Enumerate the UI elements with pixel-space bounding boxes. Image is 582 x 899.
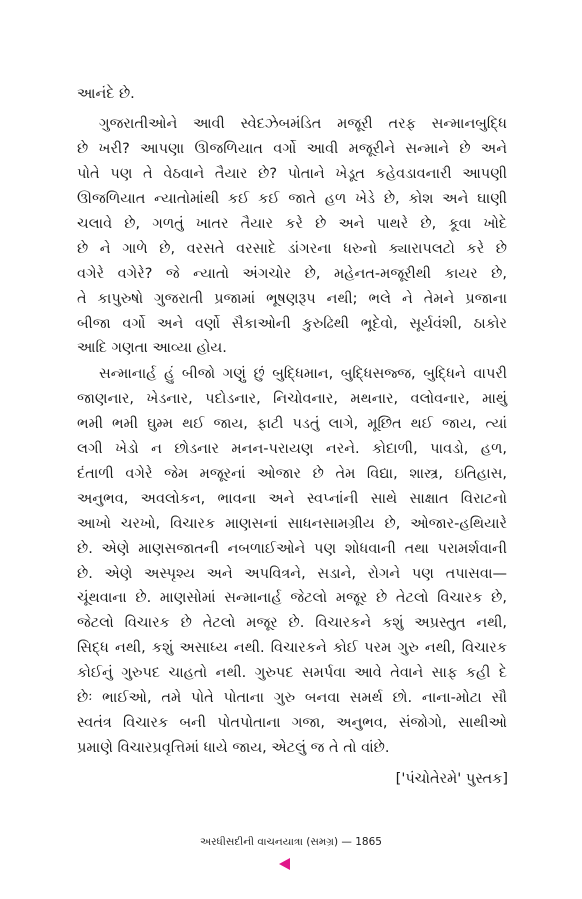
text-line: લગી ખેડો ન છોડનાર મનન-પરાયણ નરને. કોદાળી, પાવડો, હળ,: [77, 440, 507, 457]
text-line: સિદ્ધ નથી, કશું અસાધ્ય નથી. વિચારકને કોઈ પરમ ગુરુ નથી, વિચારક: [77, 640, 507, 657]
text-line: ચૂંથવાના છે. માણસોમાં સન્માનાર્હ જેટલો મજૂર છે તેટલો વિચારક છે,: [77, 590, 507, 607]
page-footer: અરધીસદીની વાચનયાત્રા (સમગ્ર) — 1865: [200, 836, 382, 848]
text-line: અનુભવ, અવલોકન, ભાવના અને સ્વપ્નાંની સાથે સાક્ષાત વિરાટનો: [77, 490, 507, 507]
text-line: ગુજરાતીઓને આવી સ્વેદઝેબમંડિત મજૂરી તરફ સન્માનબુદ્ધિ: [99, 116, 507, 132]
text-line: વગેરે વગેરે? જે ન્યાતો અંગચોર છે, મહેનત-મજૂરીથી કાયર છે,: [77, 265, 507, 282]
text-line: કોઈનું ગુરુપદ ચાહતો નથી. ગુરુપદ સમર્પવા આવે તેવાને સાફ કહી દે: [77, 665, 507, 682]
opening-line: [77, 82, 507, 107]
source-citation: ['પંચોતેરમે' પુસ્તક]: [395, 771, 508, 787]
text-line: બીજા વર્ગો અને વર્ણો સૈકાઓની કુરુઢિથી ભૂદેવો, સૂર્યવંશી, ઠાકોર: [77, 315, 507, 332]
text-line: ચલાવે છે, ગળતું ખાતર તૈયાર કરે છે અને પાથરે છે, કૂવા ખોદે: [77, 215, 507, 232]
text-line: સન્માનાર્હ હું બીજો ગણું છું બુદ્ધિમાન, બુદ્ધિસજ્જ, બુદ્ધિને વાપરી: [99, 366, 507, 382]
text-line: પોતે પણ તે વેઠવાને તૈયાર છે? પોતાને ખેડૂત કહેવડાવનારી આપણી: [77, 165, 507, 182]
text-line: તે કાપુરુષો ગુજરાતી પ્રજામાં ભૂષણરૂપ નથી; ભલે ને તેમને પ્રજાના: [77, 290, 507, 307]
text-line: આનંદે છે.: [77, 86, 135, 102]
text-line: છે ખરી? આપણા ઊજળિયાત વર્ગો આવી મજૂરીને સન્માને છે અને: [77, 140, 507, 157]
text-line: જેટલો વિચારક છે તેટલો મજૂર છે. વિચારકને કશું અપ્રસ્તુત નથી,: [77, 615, 507, 632]
text-line: છેઃ ભાઈઓ, તમે પોતે પોતાના ગુરુ બનવા સમર્થ છો. નાના-મોટા સૌ: [77, 690, 507, 707]
text-line: પ્રમાણે વિચારપ્રવૃત્તિમાં ધાયે જાય, એટલું જ તે તો વાંછે.: [77, 740, 390, 757]
text-line: છે. એણે અસ્પૃશ્ય અને અપવિત્રને, સડાને, રોગને પણ તપાસવા—: [77, 565, 507, 582]
text-line: ઊજળિયાત ન્યાતોમાંથી કઈ કઈ જાતે હળ ખેડે છે, કોશ અને ઘાણી: [77, 190, 507, 207]
paragraph-2: [77, 362, 507, 761]
text-line: આદિ ગણતા આવ્યા હોય.: [77, 340, 227, 357]
text-line: છે. એણે માણસજાતની નબળાઈઓને પણ શોધવાની તથા પરામર્શવાની: [77, 540, 507, 557]
text-line: છે ને ગાળે છે, વરસતે વરસાદે ડાંગરના ધરુનો ક્યારાપલટો કરે છે: [77, 240, 507, 257]
previous-page-arrow-icon[interactable]: [279, 858, 290, 870]
paragraph-1: [77, 112, 507, 361]
text-line: ભમી ભમી ઘુમ્મ થઈ જાય, ફાટી પડતું લાગે, મૂછિત થઈ જાય, ત્યાં: [77, 415, 507, 432]
text-line: આખો ચરખો, વિચારક માણસનાં સાધનસામગ્રીય છે, ઓજાર-હથિયારે: [77, 515, 507, 532]
text-line: દંતાળી વગેરે જેમ મજૂરનાં ઓજાર છે તેમ વિદ્યા, શાસ્ત્ર, ઇતિહાસ,: [77, 465, 507, 482]
text-line: સ્વતંત્ર વિચારક બની પોતપોતાના ગજા, અનુભવ, સંજોગો, સાથીઓ: [77, 715, 507, 732]
text-line: જાણનાર, ખેડનાર, પદોડનાર, નિચોવનાર, મથનાર, વલોવનાર, માથું: [77, 390, 507, 407]
